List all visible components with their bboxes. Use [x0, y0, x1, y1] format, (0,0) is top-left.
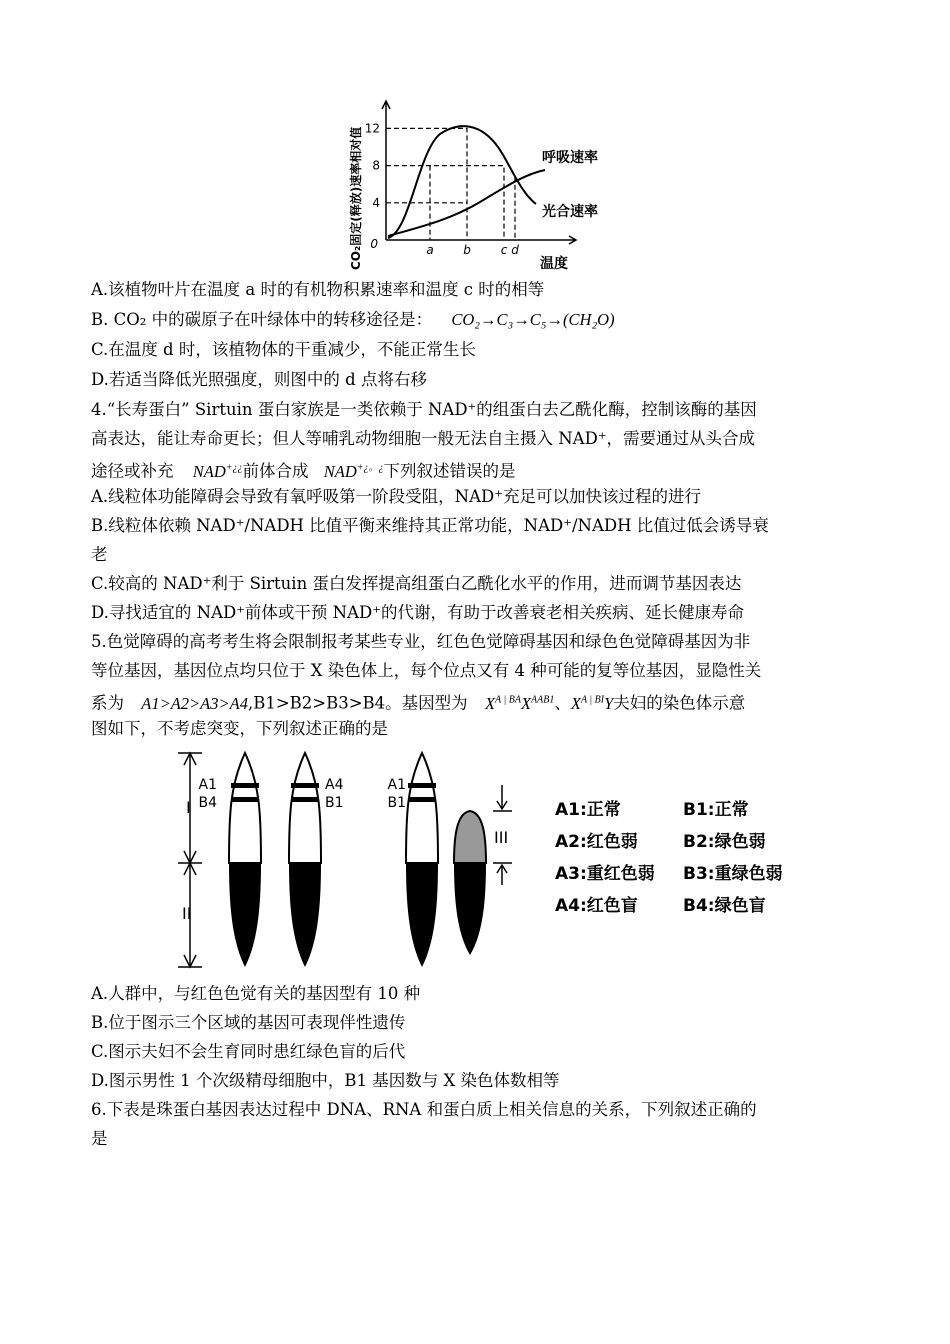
- legend-a3: A3:重红色弱: [555, 864, 655, 884]
- chrom2-label-b: B1: [325, 795, 344, 811]
- q5-stem-line3-a: 系为: [91, 693, 124, 713]
- nad-symbol: NAD+¿。¿: [323, 461, 384, 481]
- legend-b1: B1:正常: [683, 800, 749, 820]
- gene-legend: [555, 799, 783, 916]
- q4-option-b-line1: B.线粒体依赖 NAD⁺/NADH 比值平衡来维持其正常功能，NAD⁺/NADH 比值过低会诱导衰: [91, 516, 769, 535]
- chrom3-label-a: A1: [387, 777, 406, 793]
- q6-stem-line2: 是: [91, 1129, 108, 1148]
- q3-option-b: [91, 308, 615, 332]
- q4-stem-line3: [91, 456, 516, 484]
- chrom3-label-b: B1: [387, 795, 406, 811]
- region-label-i: I: [186, 798, 191, 817]
- q4-stem-line1: 4.“长寿蛋白” Sirtuin 蛋白家族是一类依赖于 NAD⁺的组蛋白去乙酰化酶，控制该酶的基因: [91, 400, 757, 419]
- q4-stem-line3-a: 途径或补充: [91, 461, 174, 481]
- legend-b4: B4:绿色盲: [683, 896, 766, 916]
- y-tick-label: 4: [372, 195, 380, 210]
- chrom1-label-a: A1: [198, 777, 217, 793]
- x-tick-label: b: [463, 243, 471, 257]
- q3-option-d: D.若适当降低光照强度，则图中的 d 点将右移: [91, 370, 427, 389]
- q3-option-c: C.在温度 d 时，该植物体的干重减少，不能正常生长: [91, 340, 476, 359]
- q4-stem-line3-c: 下列叙述错误的是: [383, 461, 516, 481]
- x-tick-label: c: [500, 243, 508, 257]
- q5-option-b: B.位于图示三个区域的基因可表现伴性遗传: [91, 1013, 406, 1032]
- male-genotype: $X^{A | BI}Y$: [570, 693, 614, 713]
- q5-stem-line3-d: 夫妇的染色体示意: [613, 693, 746, 713]
- chromosome-female-2: [289, 753, 321, 967]
- photosynthesis-label: 光合速率: [542, 204, 598, 220]
- chromosome-male-y: [454, 811, 486, 955]
- legend-a4: A4:红色盲: [555, 896, 638, 916]
- legend-a2: A2:红色弱: [555, 832, 638, 852]
- q4-option-b-line2: 老: [91, 545, 108, 564]
- y-axis-label: CO₂固定(释放)速率相对值: [349, 126, 363, 270]
- x-tick-label: a: [426, 243, 434, 257]
- q5-option-d: D.图示男性 1 个次级精母细胞中，B1 基因数与 X 染色体数相等: [91, 1071, 560, 1090]
- x-tick-label: d: [511, 243, 519, 257]
- region-label-iii: III: [494, 828, 509, 847]
- co2-rate-graph: [340, 92, 620, 274]
- q6-stem-line1: 6.下表是珠蛋白基因表达过程中 DNA、RNA 和蛋白质上相关信息的关系，下列叙述正确的: [91, 1100, 757, 1119]
- respiration-label: 呼吸速率: [542, 150, 598, 166]
- guide-line: [386, 128, 467, 240]
- q3-option-a: A.该植物叶片在温度 a 时的有机物积累速率和温度 c 时的相等: [91, 280, 545, 299]
- q4-option-d: D.寻找适宜的 NAD⁺前体或干预 NAD⁺的代谢，有助于改善衰老相关疾病、延长健康寿命: [91, 603, 744, 622]
- x-axis-label: 温度: [540, 256, 568, 272]
- q4-option-a: A.线粒体功能障碍会导致有氧呼吸第一阶段受阻，NAD⁺充足可以加快该过程的进行: [91, 487, 701, 506]
- chromosome-figure: [160, 745, 800, 973]
- nad-symbol: NAD+¿¿: [192, 461, 243, 481]
- chrom2-label-a: A4: [325, 777, 344, 793]
- y-tick-label: 8: [372, 158, 380, 173]
- q5-option-c: C.图示夫妇不会生育同时患红绿色盲的后代: [91, 1042, 406, 1061]
- q5-stem-line3: [91, 688, 745, 716]
- chromosome-female-1: [229, 753, 261, 967]
- q5-stem-line1: 5.色觉障碍的高考考生将会限制报考某些专业，红色色觉障碍基因和绿色色觉障碍基因为非: [91, 632, 751, 651]
- allele-order: A1>A2>A3>A4: [141, 693, 248, 713]
- legend-b3: B3:重绿色弱: [683, 864, 783, 884]
- y-tick-label: 0: [370, 237, 378, 251]
- q4-option-c: C.较高的 NAD⁺利于 Sirtuin 蛋白发挥提高组蛋白乙酰化水平的作用，进而调节基因表达: [91, 574, 742, 593]
- q4-stem-line2: 高表达，能让寿命更长；但人等哺乳动物细胞一般无法自主摄入 NAD⁺，需要通过从头合成: [91, 429, 756, 448]
- q5-stem-line2: 等位基因，基因位点均只位于 X 染色体上，每个位点又有 4 种可能的复等位基因，显隐性关: [91, 661, 762, 680]
- legend-a1: A1:正常: [555, 800, 621, 820]
- q5-stem-line3-b: ,B1>B2>B3>B4。基因型为: [247, 693, 468, 713]
- q3-option-b-text: B. CO₂ 中的碳原子在叶绿体中的转移途径是：: [91, 310, 433, 329]
- y-tick-label: 12: [364, 121, 380, 136]
- region-label-ii: II: [182, 904, 192, 923]
- female-genotype: $X^{A | BA}X^{AAB1}$: [484, 693, 555, 713]
- q4-stem-line3-b: 前体合成: [242, 461, 309, 481]
- q3-option-b-formula: CO₂→C₃→C₅→(CH₂O): [451, 310, 615, 329]
- q5-stem-line4: 图如下，不考虑突变，下列叙述正确的是: [91, 719, 388, 738]
- q5-stem-line3-c: 、: [554, 693, 571, 713]
- q5-option-a: A.人群中，与红色色觉有关的基因型有 10 种: [91, 984, 421, 1003]
- legend-b2: B2:绿色弱: [683, 832, 766, 852]
- chrom1-label-b: B4: [198, 795, 217, 811]
- chromosome-male-x: [406, 753, 438, 967]
